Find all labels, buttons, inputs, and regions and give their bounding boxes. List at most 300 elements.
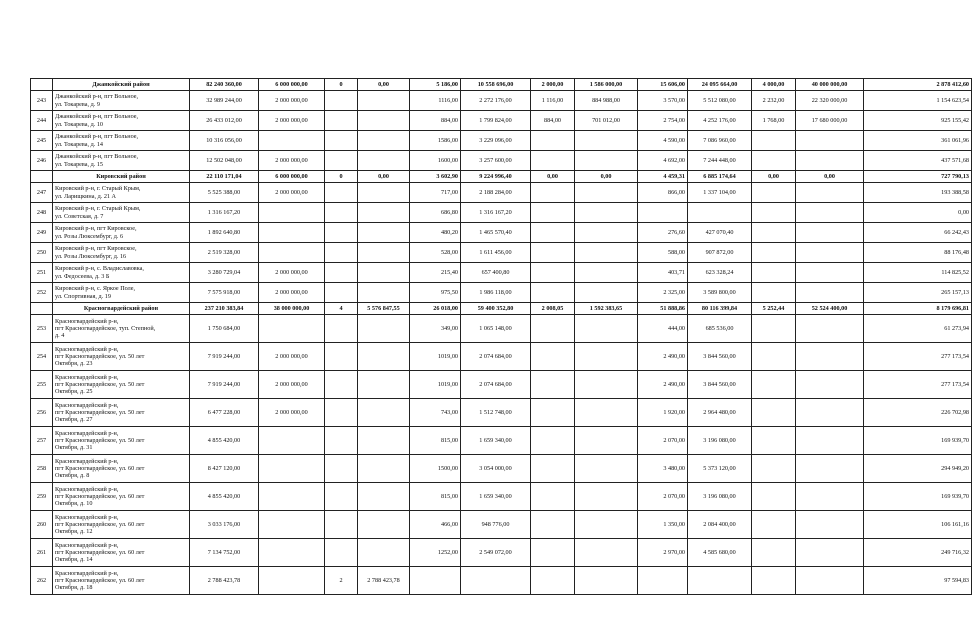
value-cell-c5: 686,80 — [410, 203, 461, 223]
value-cell-c4: 0,00 — [358, 171, 410, 183]
value-cell-c8 — [575, 203, 638, 223]
value-cell-c11 — [752, 315, 796, 343]
address-line: Кировский район — [96, 172, 146, 180]
value-cell-c5: 3 602,90 — [410, 171, 461, 183]
value-cell-c10: 24 095 664,00 — [688, 79, 752, 91]
value-cell-c2 — [259, 427, 325, 455]
value-cell-c6 — [461, 567, 531, 595]
row-number: 257 — [31, 427, 53, 455]
address-line: Кировский р-н, пгт Кировское, — [55, 225, 137, 233]
value-cell-c1: 5 525 388,00 — [190, 183, 259, 203]
value-cell-c5: 743,00 — [410, 399, 461, 427]
address-cell — [53, 183, 190, 203]
value-cell-c3: 4 — [325, 303, 358, 315]
value-cell-c4 — [358, 111, 410, 131]
value-cell-c12 — [796, 203, 864, 223]
value-cell-c5: 975,50 — [410, 283, 461, 303]
value-cell-c1: 7 134 752,00 — [190, 539, 259, 567]
value-cell-c13: 265 157,13 — [864, 283, 972, 303]
value-cell-c7 — [531, 315, 575, 343]
value-cell-c8 — [575, 283, 638, 303]
value-cell-c8 — [575, 315, 638, 343]
value-cell-c5: 815,00 — [410, 427, 461, 455]
value-cell-c6: 1 659 340,00 — [461, 427, 531, 455]
value-cell-c8: 701 012,00 — [575, 111, 638, 131]
value-cell-c12 — [796, 483, 864, 511]
row-number: 249 — [31, 223, 53, 243]
value-cell-c7 — [531, 283, 575, 303]
address-line: пгт Красногвардейское, ул. 60 лет — [55, 576, 145, 584]
value-cell-c9: 276,60 — [638, 223, 688, 243]
value-cell-c4 — [358, 511, 410, 539]
value-cell-c5: 884,00 — [410, 111, 461, 131]
value-cell-c4 — [358, 183, 410, 203]
value-cell-c9: 2 070,00 — [638, 483, 688, 511]
table-row — [31, 343, 972, 371]
value-cell-c11: 2 232,00 — [752, 91, 796, 111]
row-number: 244 — [31, 111, 53, 131]
table-row — [31, 131, 972, 151]
value-cell-c5: 1019,00 — [410, 371, 461, 399]
table-row — [31, 223, 972, 243]
value-cell-c7 — [531, 427, 575, 455]
address-line: Кировский р-н, с. Владиславовка, — [55, 265, 144, 273]
value-cell-c5: 1500,00 — [410, 455, 461, 483]
value-cell-c7 — [531, 203, 575, 223]
table-row — [31, 539, 972, 567]
table-row — [31, 151, 972, 171]
value-cell-c11 — [752, 399, 796, 427]
value-cell-c5: 1116,00 — [410, 91, 461, 111]
address-line: Джанкойский р-н, пгт Вольное, — [55, 153, 139, 161]
value-cell-c10: 3 844 560,00 — [688, 371, 752, 399]
value-cell-c1: 4 855 420,00 — [190, 483, 259, 511]
value-cell-c9: 2 970,00 — [638, 539, 688, 567]
district-name — [53, 171, 190, 183]
value-cell-c8 — [575, 511, 638, 539]
value-cell-c8: 884 988,00 — [575, 91, 638, 111]
address-cell — [53, 455, 190, 483]
address-line: Октября, д. 12 — [55, 528, 93, 536]
value-cell-c1: 1 316 167,20 — [190, 203, 259, 223]
value-cell-c12: 0,00 — [796, 171, 864, 183]
value-cell-c6: 1 799 824,00 — [461, 111, 531, 131]
value-cell-c9: 403,71 — [638, 263, 688, 283]
table-row — [31, 483, 972, 511]
value-cell-c5: 1019,00 — [410, 343, 461, 371]
address-line: ул. Ларищкина, д. 21 А — [55, 192, 117, 200]
table-row — [31, 203, 972, 223]
value-cell-c9: 2 070,00 — [638, 427, 688, 455]
value-cell-c12 — [796, 371, 864, 399]
value-cell-c4 — [358, 283, 410, 303]
value-cell-c8 — [575, 151, 638, 171]
row-number: 255 — [31, 371, 53, 399]
value-cell-c4: 2 788 423,78 — [358, 567, 410, 595]
value-cell-c3 — [325, 263, 358, 283]
value-cell-c7 — [531, 223, 575, 243]
value-cell-c5: 26 018,00 — [410, 303, 461, 315]
value-cell-c10: 7 244 448,00 — [688, 151, 752, 171]
value-cell-c9: 588,00 — [638, 243, 688, 263]
value-cell-c6: 2 549 072,00 — [461, 539, 531, 567]
row-number — [31, 171, 53, 183]
value-cell-c2: 2 000 000,00 — [259, 263, 325, 283]
address-cell — [53, 151, 190, 171]
value-cell-c3 — [325, 151, 358, 171]
value-cell-c1: 2 788 423,78 — [190, 567, 259, 595]
address-line: пгт Красногвардейское, ул. 60 лет — [55, 548, 145, 556]
row-number: 261 — [31, 539, 53, 567]
value-cell-c3 — [325, 483, 358, 511]
value-cell-c6: 657 400,80 — [461, 263, 531, 283]
value-cell-c13: 2 878 412,60 — [864, 79, 972, 91]
address-cell — [53, 91, 190, 111]
value-cell-c13: 727 790,13 — [864, 171, 972, 183]
value-cell-c11 — [752, 483, 796, 511]
value-cell-c5: 815,00 — [410, 483, 461, 511]
value-cell-c12 — [796, 243, 864, 263]
table-row — [31, 427, 972, 455]
value-cell-c4 — [358, 315, 410, 343]
address-cell — [53, 243, 190, 263]
district-name — [53, 79, 190, 91]
value-cell-c1: 7 919 244,00 — [190, 343, 259, 371]
address-line: пгт Красногвардейское, ул. 50 лет — [55, 352, 145, 360]
value-cell-c1: 7 575 918,00 — [190, 283, 259, 303]
value-cell-c3: 0 — [325, 79, 358, 91]
value-cell-c1: 4 855 420,00 — [190, 427, 259, 455]
address-line: ул. Токарева, д. 15 — [55, 160, 104, 168]
value-cell-c11 — [752, 455, 796, 483]
value-cell-c6: 1 316 167,20 — [461, 203, 531, 223]
value-cell-c4 — [358, 263, 410, 283]
value-cell-c12: 22 320 000,00 — [796, 91, 864, 111]
address-cell — [53, 539, 190, 567]
address-cell — [53, 371, 190, 399]
value-cell-c11 — [752, 371, 796, 399]
value-cell-c11 — [752, 131, 796, 151]
value-cell-c10 — [688, 567, 752, 595]
value-cell-c5: 1586,00 — [410, 131, 461, 151]
value-cell-c7 — [531, 243, 575, 263]
value-cell-c8 — [575, 263, 638, 283]
value-cell-c1: 32 989 244,00 — [190, 91, 259, 111]
value-cell-c10: 80 116 399,84 — [688, 303, 752, 315]
value-cell-c7 — [531, 539, 575, 567]
value-cell-c2: 2 000 000,00 — [259, 151, 325, 171]
value-cell-c10: 3 844 560,00 — [688, 343, 752, 371]
address-line: Красногвардейский р-н, — [55, 541, 119, 549]
value-cell-c10: 4 585 680,00 — [688, 539, 752, 567]
value-cell-c3 — [325, 539, 358, 567]
value-cell-c2 — [259, 203, 325, 223]
value-cell-c11 — [752, 151, 796, 171]
value-cell-c4 — [358, 483, 410, 511]
value-cell-c3 — [325, 111, 358, 131]
value-cell-c11 — [752, 223, 796, 243]
value-cell-c9: 2 490,00 — [638, 371, 688, 399]
value-cell-c9: 866,00 — [638, 183, 688, 203]
address-line: Кировский р-н, г. Старый Крым, — [55, 185, 141, 193]
value-cell-c1: 2 519 328,00 — [190, 243, 259, 263]
value-cell-c2: 2 000 000,00 — [259, 91, 325, 111]
row-number: 262 — [31, 567, 53, 595]
value-cell-c11 — [752, 183, 796, 203]
address-line: Красногвардейский р-н, — [55, 345, 119, 353]
value-cell-c7: 2 008,05 — [531, 303, 575, 315]
value-cell-c5: 466,00 — [410, 511, 461, 539]
address-line: Кировский р-н, с. Яркое Поле, — [55, 285, 136, 293]
value-cell-c8: 1 592 383,65 — [575, 303, 638, 315]
value-cell-c1: 1 750 684,00 — [190, 315, 259, 343]
value-cell-c6: 9 224 996,40 — [461, 171, 531, 183]
value-cell-c8 — [575, 343, 638, 371]
address-line: Красногвардейский р-н, — [55, 485, 119, 493]
row-number: 259 — [31, 483, 53, 511]
value-cell-c2 — [259, 455, 325, 483]
address-line: ул. Розы Люксембург, д. 16 — [55, 252, 127, 260]
value-cell-c13: 106 161,16 — [864, 511, 972, 539]
value-cell-c5: 215,40 — [410, 263, 461, 283]
value-cell-c9: 2 754,00 — [638, 111, 688, 131]
value-cell-c7 — [531, 151, 575, 171]
value-cell-c11: 4 000,00 — [752, 79, 796, 91]
value-cell-c1: 237 210 383,84 — [190, 303, 259, 315]
value-cell-c7 — [531, 183, 575, 203]
address-cell — [53, 283, 190, 303]
value-cell-c6: 3 257 600,00 — [461, 151, 531, 171]
value-cell-c9: 15 606,00 — [638, 79, 688, 91]
value-cell-c6: 948 776,00 — [461, 511, 531, 539]
row-number — [31, 303, 53, 315]
value-cell-c9: 444,00 — [638, 315, 688, 343]
value-cell-c13: 114 825,52 — [864, 263, 972, 283]
table-row — [31, 283, 972, 303]
address-line: Октября, д. 31 — [55, 444, 93, 452]
row-number: 253 — [31, 315, 53, 343]
table-row — [31, 111, 972, 131]
address-cell — [53, 131, 190, 151]
value-cell-c2 — [259, 131, 325, 151]
value-cell-c7 — [531, 371, 575, 399]
table-row — [31, 371, 972, 399]
table-row — [31, 399, 972, 427]
value-cell-c11 — [752, 283, 796, 303]
row-number: 250 — [31, 243, 53, 263]
value-cell-c2: 2 000 000,00 — [259, 371, 325, 399]
value-cell-c4: 5 576 847,55 — [358, 303, 410, 315]
value-cell-c9: 1 350,00 — [638, 511, 688, 539]
value-cell-c3 — [325, 371, 358, 399]
value-cell-c2: 2 000 000,00 — [259, 343, 325, 371]
address-line: ул. Токарева, д. 9 — [55, 100, 100, 108]
value-cell-c13: 226 702,98 — [864, 399, 972, 427]
value-cell-c6: 1 465 570,40 — [461, 223, 531, 243]
value-cell-c1: 1 892 640,80 — [190, 223, 259, 243]
address-cell — [53, 263, 190, 283]
value-cell-c11 — [752, 243, 796, 263]
value-cell-c12 — [796, 539, 864, 567]
table-row — [31, 455, 972, 483]
address-line: Красногвардейский р-н, — [55, 373, 119, 381]
address-line: Красногвардейский р-н, — [55, 513, 119, 521]
district-total-row — [31, 171, 972, 183]
value-cell-c10: 1 337 104,00 — [688, 183, 752, 203]
value-cell-c6: 10 558 696,00 — [461, 79, 531, 91]
value-cell-c11 — [752, 427, 796, 455]
value-cell-c13: 8 179 696,81 — [864, 303, 972, 315]
row-number — [31, 79, 53, 91]
row-number: 260 — [31, 511, 53, 539]
value-cell-c6: 59 400 352,80 — [461, 303, 531, 315]
value-cell-c13: 193 388,58 — [864, 183, 972, 203]
value-cell-c13: 0,00 — [864, 203, 972, 223]
value-cell-c3 — [325, 183, 358, 203]
value-cell-c11 — [752, 567, 796, 595]
value-cell-c13: 1 154 623,54 — [864, 91, 972, 111]
value-cell-c10: 5 512 080,00 — [688, 91, 752, 111]
value-cell-c3 — [325, 283, 358, 303]
value-cell-c1: 6 477 228,00 — [190, 399, 259, 427]
row-number: 252 — [31, 283, 53, 303]
value-cell-c5 — [410, 567, 461, 595]
value-cell-c7 — [531, 511, 575, 539]
address-line: пгт Красногвардейское, ул. 60 лет — [55, 492, 145, 500]
address-line: Октября, д. 27 — [55, 416, 93, 424]
address-line: Джанкойский р-н, пгт Вольное, — [55, 133, 139, 141]
value-cell-c6: 1 986 118,00 — [461, 283, 531, 303]
value-cell-c13: 437 571,68 — [864, 151, 972, 171]
value-cell-c10: 5 373 120,00 — [688, 455, 752, 483]
value-cell-c3 — [325, 315, 358, 343]
value-cell-c9: 4 692,00 — [638, 151, 688, 171]
value-cell-c12 — [796, 223, 864, 243]
value-cell-c5: 717,00 — [410, 183, 461, 203]
address-line: Красногвардейский р-н, — [55, 457, 119, 465]
value-cell-c6: 3 054 000,00 — [461, 455, 531, 483]
value-cell-c7 — [531, 343, 575, 371]
address-line: Октября, д. 10 — [55, 500, 93, 508]
value-cell-c13: 277 173,54 — [864, 371, 972, 399]
value-cell-c13: 61 273,94 — [864, 315, 972, 343]
value-cell-c7 — [531, 263, 575, 283]
address-cell — [53, 511, 190, 539]
value-cell-c13: 169 939,70 — [864, 427, 972, 455]
value-cell-c10: 4 252 176,00 — [688, 111, 752, 131]
value-cell-c10: 907 872,00 — [688, 243, 752, 263]
value-cell-c13: 361 061,96 — [864, 131, 972, 151]
value-cell-c10: 7 086 960,00 — [688, 131, 752, 151]
value-cell-c2 — [259, 539, 325, 567]
value-cell-c13: 97 594,83 — [864, 567, 972, 595]
value-cell-c5: 1252,00 — [410, 539, 461, 567]
value-cell-c2 — [259, 223, 325, 243]
value-cell-c8 — [575, 183, 638, 203]
value-cell-c3 — [325, 223, 358, 243]
value-cell-c11: 5 252,44 — [752, 303, 796, 315]
address-line: Джанкойский р-н, пгт Вольное, — [55, 113, 139, 121]
register-table — [30, 78, 972, 595]
address-line: Красногвардейский район — [83, 304, 159, 312]
value-cell-c3 — [325, 455, 358, 483]
value-cell-c12 — [796, 399, 864, 427]
value-cell-c8: 1 586 000,00 — [575, 79, 638, 91]
value-cell-c12 — [796, 511, 864, 539]
row-number: 243 — [31, 91, 53, 111]
value-cell-c9: 2 490,00 — [638, 343, 688, 371]
table-row — [31, 91, 972, 111]
value-cell-c6: 2 188 284,00 — [461, 183, 531, 203]
value-cell-c2: 6 000 000,00 — [259, 79, 325, 91]
address-line: ул. Токарева, д. 10 — [55, 120, 104, 128]
value-cell-c3: 2 — [325, 567, 358, 595]
value-cell-c8: 0,00 — [575, 171, 638, 183]
value-cell-c11 — [752, 539, 796, 567]
value-cell-c1: 26 433 012,00 — [190, 111, 259, 131]
value-cell-c8 — [575, 427, 638, 455]
value-cell-c8 — [575, 131, 638, 151]
register-table-body — [31, 79, 972, 595]
value-cell-c8 — [575, 483, 638, 511]
value-cell-c10: 2 964 480,00 — [688, 399, 752, 427]
value-cell-c13: 277 173,54 — [864, 343, 972, 371]
value-cell-c3 — [325, 131, 358, 151]
value-cell-c13: 294 949,20 — [864, 455, 972, 483]
value-cell-c12 — [796, 315, 864, 343]
value-cell-c12: 40 000 000,00 — [796, 79, 864, 91]
value-cell-c4: 0,00 — [358, 79, 410, 91]
value-cell-c1: 3 280 729,04 — [190, 263, 259, 283]
table-row — [31, 567, 972, 595]
address-line: ул. Розы Люксембург, д. 6 — [55, 232, 124, 240]
value-cell-c10: 3 589 800,00 — [688, 283, 752, 303]
address-cell — [53, 427, 190, 455]
value-cell-c7 — [531, 483, 575, 511]
value-cell-c10: 685 536,00 — [688, 315, 752, 343]
table-row — [31, 315, 972, 343]
value-cell-c7 — [531, 131, 575, 151]
value-cell-c12 — [796, 151, 864, 171]
address-line: Октября, д. 25 — [55, 388, 93, 396]
address-cell — [53, 399, 190, 427]
value-cell-c11 — [752, 203, 796, 223]
value-cell-c6: 1 065 148,00 — [461, 315, 531, 343]
row-number: 246 — [31, 151, 53, 171]
value-cell-c6: 3 229 096,00 — [461, 131, 531, 151]
address-line: Джанкойский р-н, пгт Вольное, — [55, 93, 139, 101]
value-cell-c12: 52 524 400,00 — [796, 303, 864, 315]
value-cell-c11 — [752, 343, 796, 371]
value-cell-c3 — [325, 203, 358, 223]
value-cell-c9: 4 459,31 — [638, 171, 688, 183]
address-cell — [53, 315, 190, 343]
address-cell — [53, 567, 190, 595]
value-cell-c10: 6 885 174,64 — [688, 171, 752, 183]
value-cell-c4 — [358, 151, 410, 171]
value-cell-c8 — [575, 243, 638, 263]
address-line: пгт Красногвардейское, ул. 50 лет — [55, 408, 145, 416]
value-cell-c10 — [688, 203, 752, 223]
row-number: 245 — [31, 131, 53, 151]
value-cell-c4 — [358, 131, 410, 151]
value-cell-c2: 2 000 000,00 — [259, 399, 325, 427]
value-cell-c7 — [531, 399, 575, 427]
value-cell-c2 — [259, 315, 325, 343]
value-cell-c11: 1 768,00 — [752, 111, 796, 131]
value-cell-c10: 3 196 080,00 — [688, 427, 752, 455]
address-line: Джанкойский район — [92, 80, 150, 88]
